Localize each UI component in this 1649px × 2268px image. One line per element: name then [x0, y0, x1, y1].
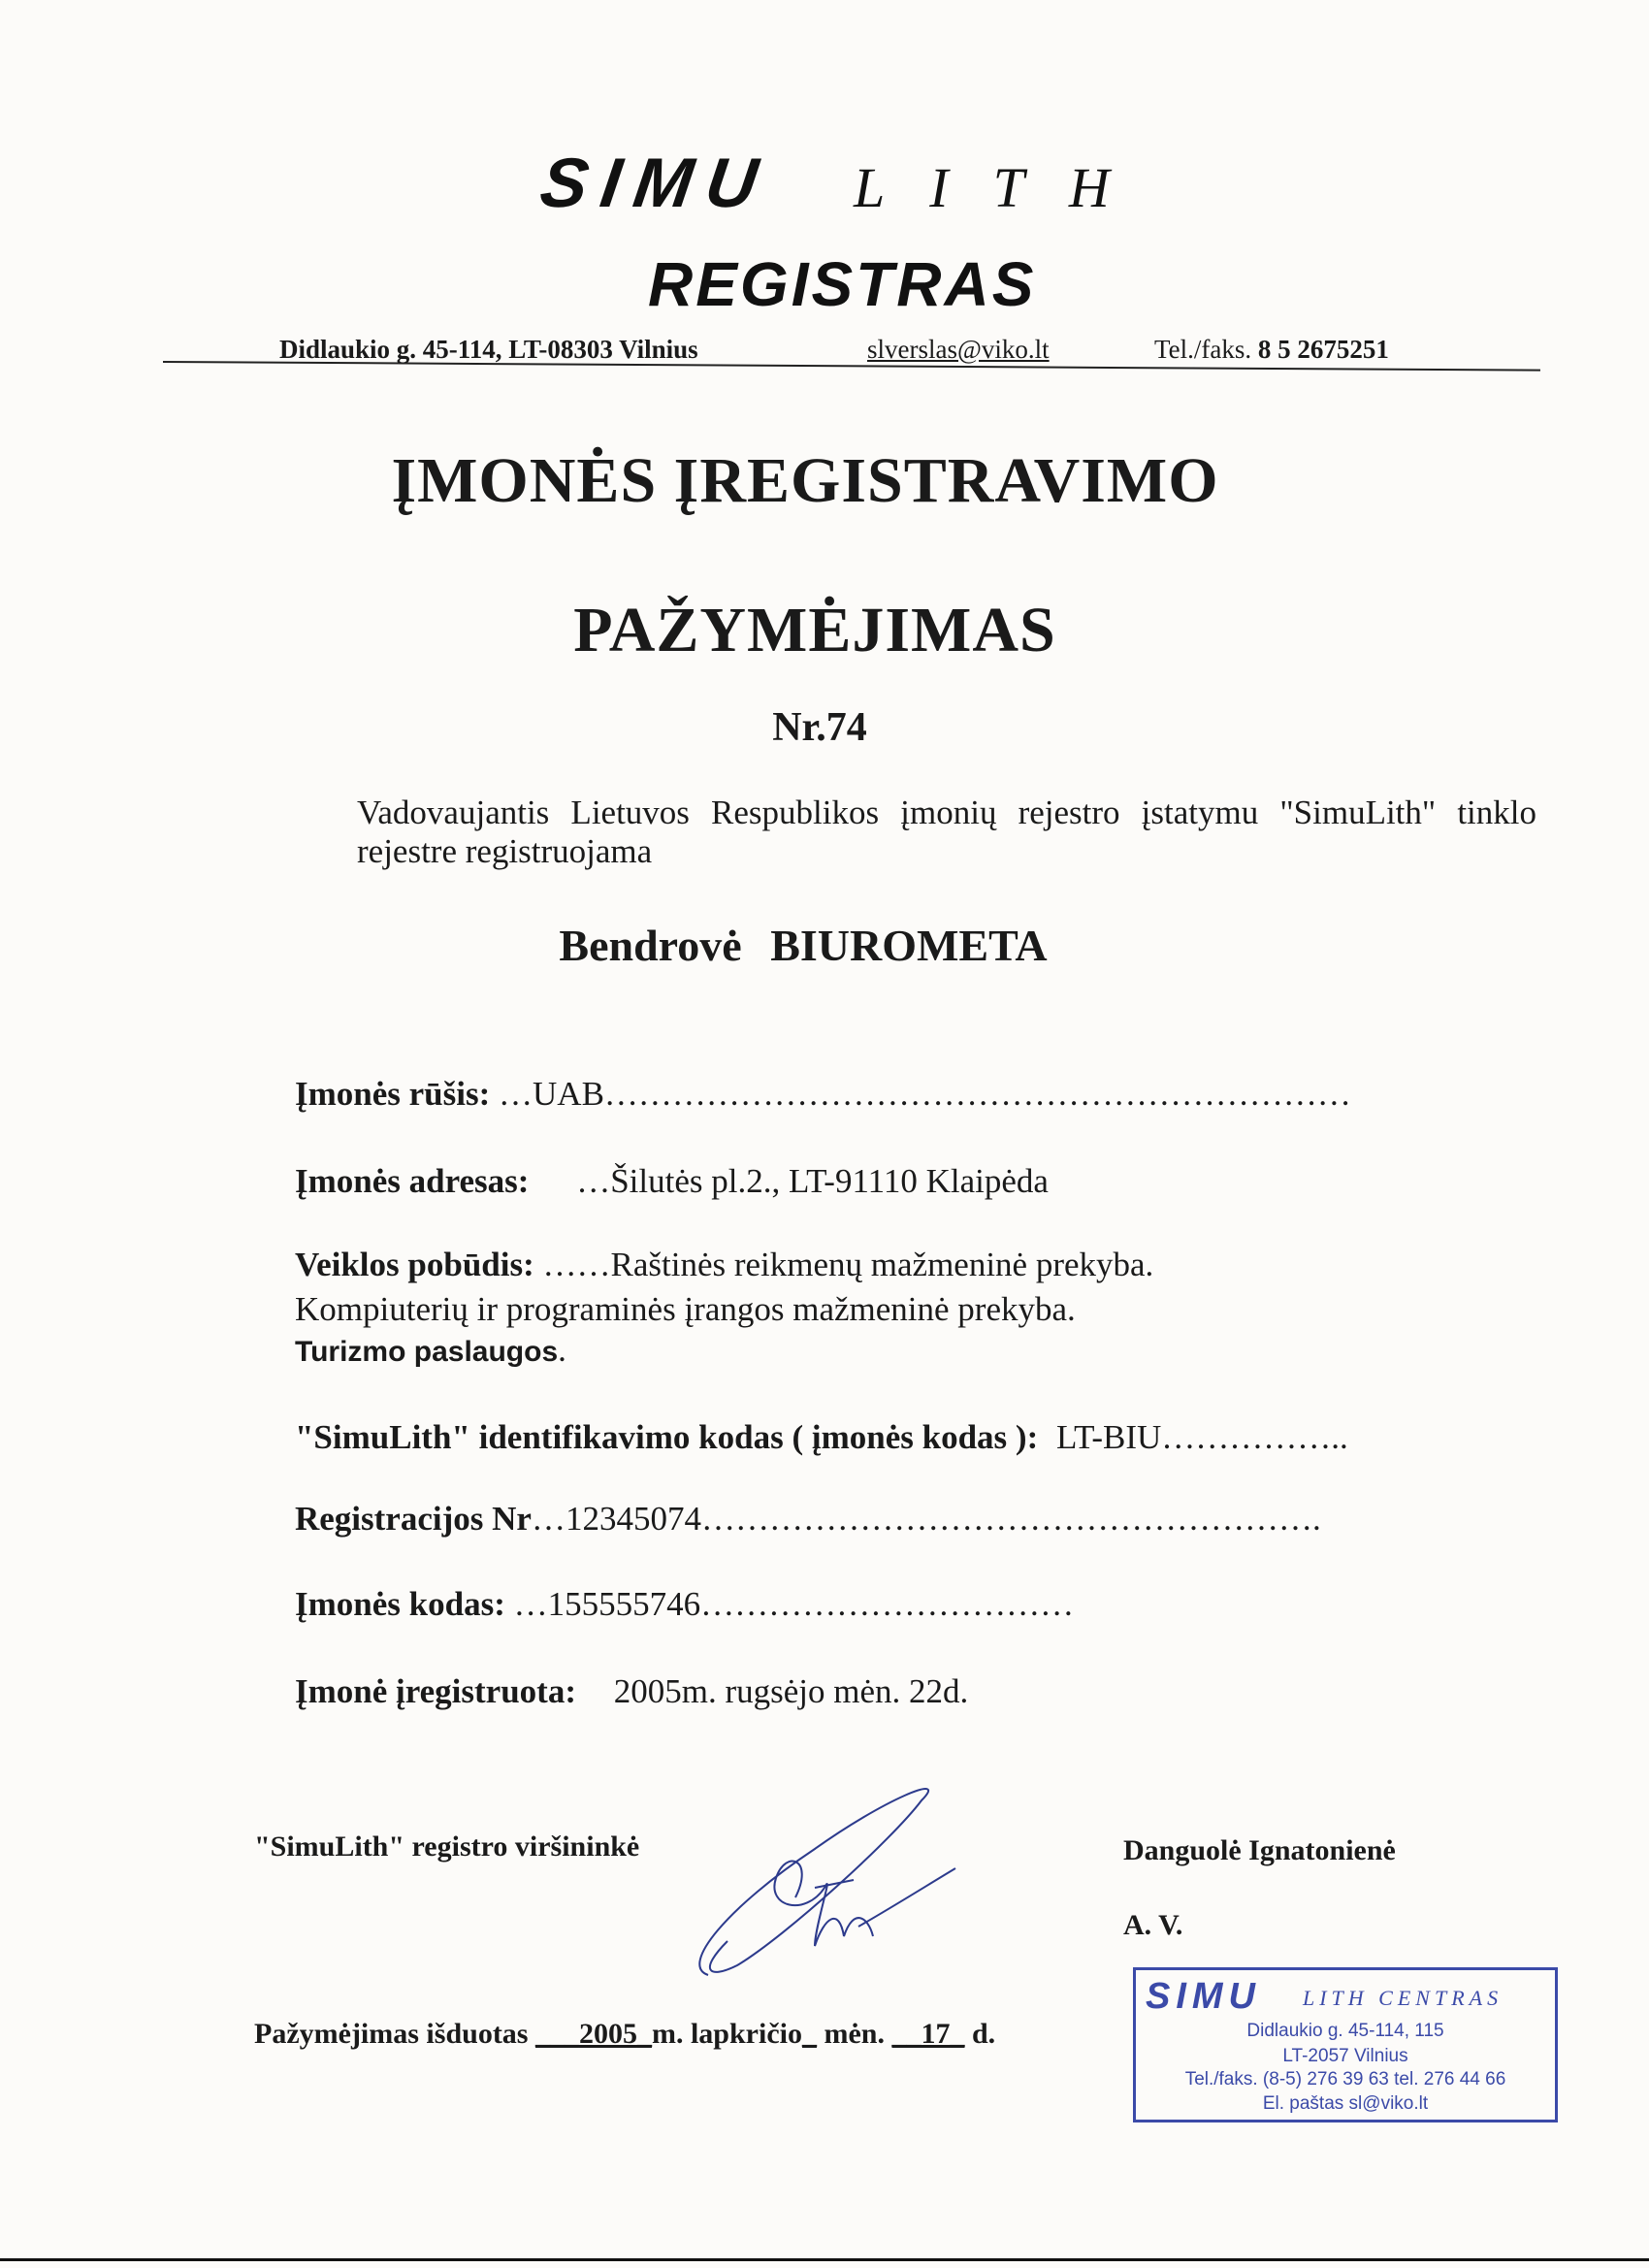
field-label: Registracijos Nr: [295, 1500, 532, 1538]
stamp-city: LT-2057 Vilnius: [1282, 2046, 1408, 2066]
field-value: …Šilutės pl.2., LT-91110 Klaipėda: [576, 1162, 1049, 1200]
field-label: Įmonė įregistruota:: [295, 1672, 576, 1710]
company-type-word: Bendrovė: [559, 921, 742, 970]
field-value: ……Raštinės reikmenų mažmeninė prekyba.: [542, 1246, 1154, 1283]
company-name: [0, 920, 1628, 971]
certificate-title-line2: PAŽYMĖJIMAS: [573, 595, 1056, 665]
field-label: Įmonės rūšis:: [295, 1075, 491, 1113]
issued-date-line: Pažymėjimas išduotas ___2005_m. lapkričio_ mėn. __17_ d.: [254, 2018, 996, 2050]
issued-label: Pažymėjimas išduotas: [254, 2018, 529, 2050]
signatory-name: Danguolė Ignatonienė: [1123, 1834, 1396, 1866]
header-phone-value: 8 5 2675251: [1257, 335, 1389, 364]
field-simulith-id: [295, 1418, 1348, 1457]
field-company-type: [295, 1075, 1351, 1114]
field-registration-date: [295, 1672, 968, 1711]
header-address: Didlaukio g. 45-114, LT-08303 Vilnius: [279, 335, 698, 364]
field-company-address: [295, 1162, 1049, 1201]
issued-year: 2005: [578, 2018, 637, 2050]
logo-registras: REGISTRAS: [648, 249, 1037, 319]
field-activity-line3: [295, 1331, 566, 1370]
issued-month-word: mėn.: [824, 2018, 885, 2050]
field-value: LT-BIU……………..: [1055, 1418, 1348, 1456]
logo-lith: LITH: [854, 156, 1154, 219]
field-activity-line2: Kompiuterių ir programinės įrangos mažmeninė prekyba.: [295, 1290, 1076, 1328]
field-activity: [295, 1246, 1153, 1284]
issued-day: 17: [921, 2018, 951, 2050]
stamp-address: Didlaukio g. 45-114, 115: [1246, 2021, 1444, 2041]
stamp-brand: SIMU: [1146, 1976, 1261, 2017]
issued-end: d.: [971, 2018, 996, 2050]
certificate-title-line1: ĮMONĖS ĮREGISTRAVIMO: [391, 445, 1219, 516]
seal-placeholder-label: A. V.: [1123, 1909, 1183, 1941]
header-phone-label: Tel./faks.: [1154, 335, 1252, 364]
field-label: Veiklos pobūdis:: [295, 1246, 534, 1283]
field-activity-line3-text: Turizmo paslaugos: [295, 1336, 559, 1368]
header-phone: [1154, 335, 1389, 365]
logo-simu: SIMU: [535, 145, 776, 222]
field-value: …UAB…………………………………………………………: [499, 1075, 1351, 1113]
handwritten-signature: [669, 1771, 980, 1990]
signatory-position: "SimuLith" registro viršininkė: [254, 1831, 640, 1863]
stamp-email: El. paštas sl@viko.lt: [1262, 2093, 1429, 2114]
stamp-phone: Tel./faks. (8-5) 276 39 63 tel. 276 44 66: [1184, 2069, 1506, 2090]
issued-month: m. lapkričio: [651, 2018, 802, 2050]
field-label: "SimuLith" identifikavimo kodas ( įmonės kodas ):: [295, 1418, 1039, 1456]
field-company-code: [295, 1585, 1074, 1624]
official-stamp: [1133, 1967, 1558, 2122]
field-value: 2005m. rugsėjo mėn. 22d.: [613, 1672, 969, 1710]
field-value: …12345074……………………………………………….: [531, 1500, 1321, 1538]
stamp-brand-rest: LITH CENTRAS: [1303, 1986, 1504, 2010]
header-email-link[interactable]: slverslas@viko.lt: [867, 335, 1050, 364]
company-title: BIUROMETA: [770, 921, 1048, 970]
intro-paragraph: Vadovaujantis Lietuvos Respublikos įmonių rejestro įstatymu "SimuLith" tinklo rejestre registruojama: [357, 794, 1536, 870]
field-value: …155555746……………………………: [513, 1585, 1075, 1623]
field-registration-number: [295, 1500, 1321, 1539]
field-label: Įmonės kodas:: [295, 1585, 505, 1623]
field-activity-line3-end: .: [558, 1331, 566, 1369]
page-bottom-edge: [0, 2258, 1649, 2261]
certificate-number: Nr.74: [772, 705, 867, 750]
field-label: Įmonės adresas:: [295, 1162, 530, 1200]
